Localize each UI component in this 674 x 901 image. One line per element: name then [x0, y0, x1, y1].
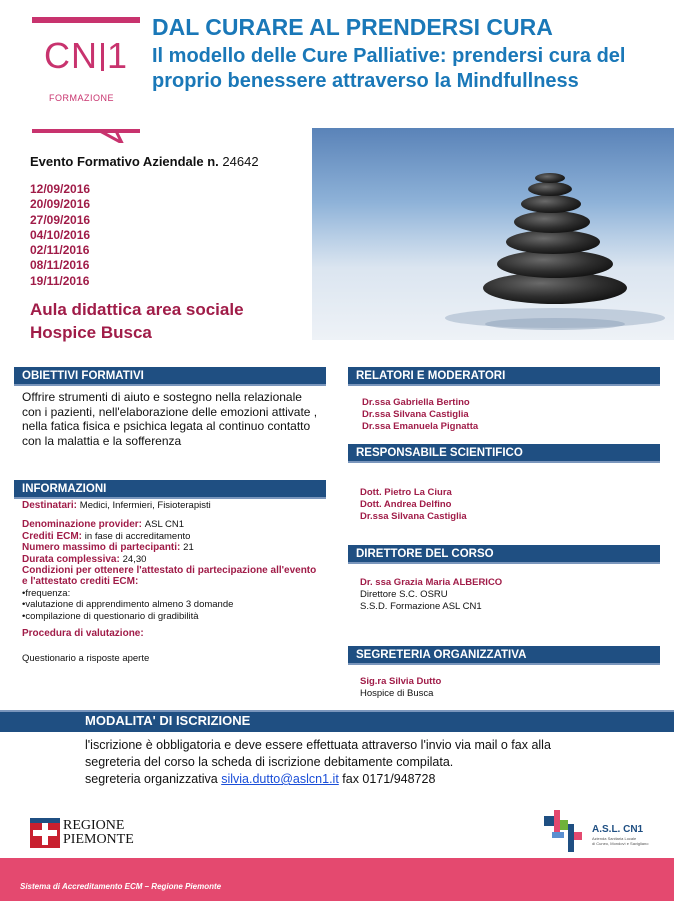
logo-text: CN 1	[44, 35, 129, 76]
condizioni-item: •valutazione di apprendimento almeno 3 domande	[22, 599, 234, 611]
modalita-line-3	[85, 771, 655, 788]
segreteria-name: Sig.ra Silvia Dutto	[360, 676, 442, 687]
responsabile-name: Dott. Pietro La Ciura	[360, 487, 452, 498]
relatore-name: Dr.ssa Silvana Castiglia	[362, 409, 469, 420]
responsabile-list	[360, 487, 467, 523]
logo-bottom-bar	[32, 129, 140, 133]
segreteria-header: SEGRETERIA ORGANIZZATIVA	[348, 646, 660, 665]
max-partecipanti-value: 21	[183, 542, 194, 554]
relatori-list	[362, 397, 478, 433]
footer-band	[0, 858, 674, 901]
crediti-label: Crediti ECM:	[22, 530, 82, 542]
asl-name: A.S.L. CN1	[592, 824, 644, 835]
relatore-name: Dr.ssa Emanuela Pignatta	[362, 421, 479, 432]
relatori-header: RELATORI E MODERATORI	[348, 367, 660, 386]
destinatari-value: Medici, Infermieri, Fisioterapisti	[79, 500, 211, 511]
direttore-role-2: S.S.D. Formazione ASL CN1	[360, 601, 482, 612]
condizioni-item: •frequenza:	[22, 587, 71, 599]
date-item: 08/11/2016	[30, 258, 90, 273]
provider-label: Denominazione provider:	[22, 519, 143, 531]
modalita-header: MODALITA' DI ISCRIZIONE	[85, 713, 251, 728]
procedura-label: Procedura di valutazione:	[22, 628, 144, 640]
venue-line-1: Aula didattica area sociale	[30, 300, 244, 319]
date-item: 12/09/2016	[30, 182, 91, 196]
modalita-prefix: segreteria organizzativa	[85, 772, 222, 786]
crediti-value: in fase di accreditamento	[84, 530, 191, 542]
piemonte-crest-icon	[30, 818, 60, 848]
venue-line-2: Hospice Busca	[30, 323, 152, 342]
cn1-formazione-logo	[30, 15, 140, 143]
regione-line-1: REGIONE	[63, 818, 125, 833]
email-link[interactable]: silvia.dutto@aslcn1.it	[221, 772, 339, 786]
regione-line-2: PIEMONTE	[63, 832, 134, 847]
max-partecipanti-label: Numero massimo di partecipanti:	[22, 542, 181, 554]
footer-text: Sistema di Accreditamento ECM – Regione Piemonte	[20, 882, 222, 891]
destinatari-label: Destinatari:	[22, 500, 78, 511]
sub-title: Il modello delle Cure Palliative: prendersi cura del proprio benessere attraverso la Mindfullness	[152, 45, 626, 92]
responsabile-name: Dr.ssa Silvana Castiglia	[360, 511, 467, 522]
provider-value: ASL CN1	[144, 519, 185, 531]
venue	[30, 298, 244, 344]
event-code: 24642	[222, 154, 259, 169]
direttore-role-1: Direttore S.C. OSRU	[360, 589, 448, 600]
informazioni-body	[22, 500, 322, 665]
modalita-line-1: l'iscrizione è obbligatoria e deve essere effettuata attraverso l'invio via mail o fax alla	[85, 738, 551, 752]
responsabile-name: Dott. Andrea Delfino	[360, 499, 452, 510]
event-label: Evento Formativo Aziendale n.	[30, 154, 219, 169]
zen-stones-image	[312, 128, 674, 340]
direttore-name: Dr. ssa Grazia Maria ALBERICO	[360, 577, 503, 588]
segreteria-info	[360, 676, 441, 700]
condizioni-item: •compilazione di questionario di gradibilità	[22, 610, 199, 622]
modalita-text	[85, 737, 655, 788]
date-item: 19/11/2016	[30, 273, 90, 288]
durata-value: 24,30	[122, 553, 147, 565]
condizioni-label: Condizioni per ottenere l'attestato di partecipazione all'evento e l'attestato crediti ECM:	[22, 565, 317, 588]
durata-label: Durata complessiva:	[22, 553, 120, 565]
dates-list	[30, 182, 90, 289]
obiettivi-header: OBIETTIVI FORMATIVI	[14, 367, 326, 386]
asl-mosaic-icon	[544, 810, 590, 856]
modalita-fax: fax 0171/948728	[338, 772, 436, 786]
event-number	[30, 154, 259, 169]
informazioni-header: INFORMAZIONI	[14, 480, 326, 499]
date-item: 20/09/2016	[30, 197, 91, 212]
regione-piemonte-logo	[30, 818, 140, 850]
main-title: DAL CURARE AL PRENDERSI CURA	[152, 14, 553, 40]
relatore-name: Dr.ssa Gabriella Bertino	[362, 397, 470, 408]
direttore-header: DIRETTORE DEL CORSO	[348, 545, 660, 564]
date-item: 02/11/2016	[30, 243, 90, 258]
direttore-info	[360, 577, 502, 613]
asl-cn1-logo	[544, 810, 664, 856]
date-item: 04/10/2016	[30, 227, 91, 242]
logo-subtitle: FORMAZIONE	[49, 93, 114, 103]
obiettivi-text: Offrire strumenti di aiuto e sostegno nella relazionale con i pazienti, nell'elaborazione delle emozioni attivate , nella fatica fisica e psichica legata al continuo contatto con la malattia e la sofferenza	[22, 390, 318, 449]
asl-sub-2: di Cuneo, Mondovì e Savigliano	[592, 841, 649, 846]
asl-sub-1: Azienda Sanitaria Locale	[592, 836, 637, 841]
modalita-line-2: segreteria del corso la scheda di iscrizione debitamente compilata.	[85, 755, 454, 769]
responsabile-header: RESPONSABILE SCIENTIFICO	[348, 444, 660, 463]
procedura-value: Questionario a risposte aperte	[22, 653, 150, 665]
date-item: 27/09/2016	[30, 212, 91, 227]
segreteria-place: Hospice di Busca	[360, 688, 434, 699]
logo-top-bar	[32, 17, 140, 23]
